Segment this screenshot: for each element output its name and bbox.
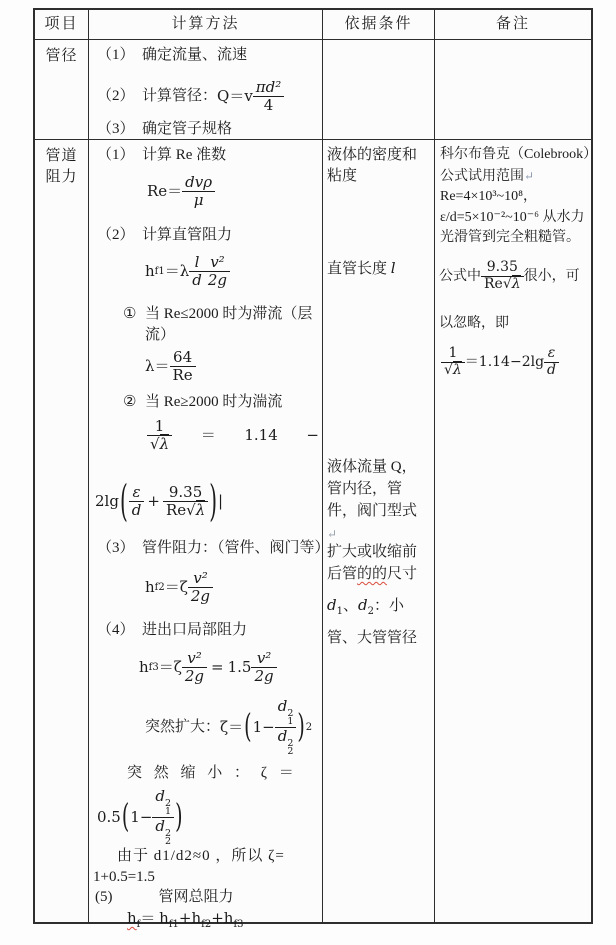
radicand: λ: [195, 500, 206, 519]
basis-diameters: [323, 592, 434, 652]
sqrt-sign: √: [150, 434, 160, 453]
header-notes: 备注: [495, 16, 530, 32]
sub-f2: f2: [201, 919, 212, 930]
basis-length: [323, 258, 434, 280]
re: Re: [484, 275, 503, 292]
case-1-text: 当 Re≤2000 时为滞流（层流）: [145, 306, 313, 343]
table-row-pipe-resistance: [35, 140, 598, 930]
step-3: （3） 确定管子规格: [97, 121, 233, 137]
step-2: [89, 73, 322, 119]
numerator: ε: [547, 344, 556, 361]
method-cell: [89, 140, 330, 930]
sqrt-sign: √: [444, 361, 453, 378]
sub-f: f: [136, 919, 141, 930]
hf1-eq-lambda: ＝λ: [164, 261, 190, 280]
denominator: Re: [170, 366, 196, 384]
basis-length-text: 直管长度: [327, 261, 388, 277]
d1: d: [327, 596, 337, 614]
note-negligible-line2: 以忽略，即: [439, 316, 509, 331]
numerator: 1: [154, 417, 165, 435]
because-line1: 由于 d1/d2≈0 ，所以 ζ=: [117, 848, 285, 864]
equals: ＝: [140, 909, 156, 927]
denominator: [152, 817, 174, 847]
formula-hf2: [89, 564, 322, 610]
d1-sub: 1: [336, 606, 343, 617]
denominator: d: [129, 501, 145, 519]
numerator: dvρ: [185, 172, 213, 191]
sub-1: 1: [165, 806, 172, 817]
radicand: λ: [511, 275, 521, 292]
formula-re: [89, 168, 322, 214]
table-row-pipe-diameter: [35, 40, 591, 140]
h: h: [223, 909, 234, 927]
length-variable: l: [390, 259, 396, 277]
item-cell: [35, 40, 89, 139]
formula-sudden-contract: [89, 788, 322, 846]
fraction-935-resqrtlam: [481, 260, 524, 292]
coef-05: 0.5: [97, 807, 121, 826]
one-minus: 1−: [252, 717, 275, 736]
basis-density: 液体的密度和粘度: [327, 147, 418, 184]
note-colebrook: [435, 145, 598, 249]
note-line-5: 光滑管到完全粗糙管。: [440, 230, 580, 245]
note-line-3: Re=4×10³~10⁸，: [440, 189, 537, 204]
step-5-text: 管网总阻力: [158, 889, 234, 905]
header-method: 计算方法: [89, 10, 323, 39]
plus: +: [147, 491, 160, 510]
left-paren: (: [119, 474, 128, 526]
note-negligible-line1: [439, 253, 587, 299]
formula-turbulent-line2: [89, 475, 322, 527]
expand-label: 突然扩大：: [145, 718, 221, 735]
denominator: 4: [253, 96, 284, 114]
numerator: ε: [132, 482, 141, 501]
numerator: 64: [173, 347, 193, 366]
lambda-lhs: λ＝: [145, 356, 170, 375]
denominator: 2g: [182, 667, 207, 685]
sup-2: 2: [165, 797, 172, 809]
note-simplified-formula: [435, 338, 591, 386]
fraction-d1sq-d2sq: [152, 788, 174, 847]
fraction-l-d: [189, 254, 205, 289]
numerator: l: [194, 252, 200, 271]
case-1: [89, 304, 322, 346]
notes-cell: [435, 140, 598, 922]
sub-1: 1: [287, 716, 294, 727]
equals: =: [211, 657, 224, 676]
right-paren: ): [297, 707, 305, 745]
formula-sudden-expand: [89, 698, 322, 756]
h: h: [159, 909, 169, 927]
note-line-2-text: 公式试用范围: [440, 168, 524, 184]
item-label-line2: 阻力: [45, 169, 78, 185]
sup-2: 2: [287, 707, 294, 719]
re-lhs: Re＝: [147, 181, 183, 200]
fraction-d1sq-d2sq: [275, 698, 297, 757]
sudden-contract-label: 突 然 缩 小 ： ζ ＝: [127, 765, 298, 781]
radicand: λ: [159, 434, 170, 453]
fraction-v2-2g: [251, 650, 276, 685]
denominator: [481, 276, 524, 293]
2lg: 2lg: [95, 491, 119, 510]
formula-total: [89, 908, 322, 935]
radicand: λ: [452, 361, 462, 378]
right-paren: ): [209, 474, 218, 526]
denominator: d: [544, 362, 559, 379]
notes-cell-empty: [435, 40, 591, 139]
re: Re: [165, 500, 187, 519]
fraction-dvrho-mu: [182, 174, 215, 209]
case-2-text: 当 Re≥2000 时为湍流: [145, 394, 283, 410]
note-formula-mid: ＝1.14−2lg: [464, 353, 545, 370]
formula-hf3: [89, 644, 322, 690]
step-4: （4） 进出口局部阻力: [97, 622, 248, 638]
hf3-sub: f3: [148, 661, 159, 673]
return-mark-icon: ↵: [327, 527, 338, 541]
denominator: [275, 727, 297, 757]
formula-hf1: [89, 248, 322, 294]
step-3: （3） 管件阻力：（管件、阀门等）: [97, 540, 330, 556]
formula-turbulent-line1: [89, 418, 322, 453]
sub-2: 2: [287, 746, 294, 757]
fraction-1-sqrtlam: [147, 418, 172, 453]
step-5-number: (5): [95, 889, 113, 905]
zeta-symbol: ζ＝: [220, 717, 244, 736]
basis-size-squiggle: 的的: [357, 566, 388, 582]
left-paren: (: [244, 707, 252, 745]
d2-sub: 2: [367, 606, 374, 617]
hf2-h: h: [145, 577, 155, 596]
hf2-sub: f2: [154, 581, 165, 593]
step-5: [89, 887, 322, 908]
sup-2: 2: [165, 827, 172, 839]
case-2: [89, 392, 322, 413]
numerator: 1: [448, 344, 458, 361]
fraction-v2-2g: [188, 570, 213, 605]
case-1-marker: ①: [123, 306, 137, 322]
d: d: [155, 786, 166, 805]
sub-f3: f3: [233, 919, 244, 930]
step-2: （2） 计算直管阻力: [97, 227, 233, 243]
outer-exponent: 2: [305, 721, 313, 733]
denominator: 2g: [251, 667, 276, 685]
denominator: 2g: [188, 587, 213, 605]
d: d: [277, 696, 288, 715]
because-line2: 1+0.5=1.5: [93, 869, 155, 885]
note-negligible: [435, 253, 591, 334]
method-cell: [89, 40, 323, 139]
numerator: [152, 788, 174, 817]
denominator: [441, 362, 465, 379]
step-1: （1） 计算 Re 准数: [97, 147, 227, 163]
sqrt-sign: √: [502, 275, 512, 292]
hf2-eq-zeta: ＝ζ: [164, 577, 188, 596]
numerator: v²: [256, 648, 272, 667]
minus: −: [306, 425, 319, 444]
numerator: v²: [187, 648, 202, 667]
right-paren: ): [175, 797, 183, 835]
basis-cell-empty: [323, 40, 435, 139]
value-114: 1.14: [244, 425, 278, 444]
denominator: d: [189, 271, 205, 289]
item-label: 管径: [45, 48, 78, 64]
plus: +: [211, 909, 224, 927]
case-2-marker: ②: [123, 394, 137, 410]
fraction-64-re: [170, 349, 196, 384]
d2: d: [358, 596, 368, 614]
note-line-1: 科尔布鲁克（Colebrook）: [440, 147, 598, 162]
item-cell: [35, 140, 89, 922]
basis-flow: 液体流量 Q，管内径，管件，阀门型式: [327, 459, 418, 519]
sqrt-sign: √: [186, 500, 196, 519]
numerator: [275, 698, 297, 727]
denominator: μ: [182, 191, 215, 209]
d: d: [277, 726, 288, 745]
hf1-h: h: [145, 261, 155, 280]
calc-table: [33, 8, 598, 930]
denominator: 2g: [205, 271, 230, 289]
sub-2: 2: [165, 836, 172, 847]
note-formula-pre: 公式中: [439, 268, 481, 284]
hf3-h: h: [139, 657, 149, 676]
d: d: [155, 816, 166, 835]
basis-cell: [323, 140, 435, 922]
h: h: [127, 909, 137, 927]
h: h: [191, 909, 202, 927]
hf3-eq-zeta: ＝ζ: [158, 657, 182, 676]
fraction-v2-2g: [205, 254, 230, 289]
hf1-sub: f1: [154, 265, 165, 277]
fraction-1-sqrtlam: [441, 346, 465, 378]
separator: 、: [342, 598, 358, 614]
fraction-eps-d: [544, 346, 559, 378]
numerator: πd²: [255, 77, 282, 96]
basis-diameters-text: ：小管、大管管径: [327, 598, 418, 646]
numerator: v²: [193, 568, 208, 587]
basis-size: [323, 541, 434, 585]
step-2-label: （2） 计算管径：: [97, 87, 218, 104]
return-mark-icon: ↵: [524, 168, 535, 183]
sub-f1: f1: [168, 919, 179, 930]
sup-2: 2: [287, 737, 294, 749]
note-line-2: [440, 166, 586, 188]
header-basis: 依据条件: [323, 10, 435, 39]
plus: +: [178, 909, 192, 927]
denominator: [163, 501, 208, 519]
header-item: 项目: [35, 10, 89, 39]
left-paren: (: [121, 797, 130, 835]
equals: ＝: [200, 425, 216, 444]
basis-size-post: 尺寸: [387, 566, 418, 582]
numerator: 9.35: [168, 482, 203, 501]
note-formula-post: 很小，可: [523, 268, 580, 284]
basis-size-pre: 扩大或收缩前后管: [327, 544, 418, 582]
numerator: v²: [210, 252, 225, 271]
one-minus: 1−: [130, 807, 153, 826]
fraction-eps-d: [129, 484, 145, 519]
fraction-pid2-4: [253, 79, 284, 114]
step-1: （1） 确定流量、流速: [97, 47, 248, 63]
note-line-4: ε/d=5×10⁻²~10⁻⁶ 从水力: [440, 209, 585, 225]
hf-with-squiggle: [127, 909, 141, 930]
fraction-935-resqrtlam: [163, 484, 208, 519]
fraction-v2-2g: [182, 650, 207, 685]
cursor-bar: |: [218, 491, 224, 510]
denominator: [147, 435, 172, 453]
item-label-line1: 管道: [45, 148, 78, 164]
numerator: 9.35: [486, 258, 518, 275]
table-header-row: [35, 10, 591, 40]
formula-lambda-64: [89, 343, 322, 389]
value-15: 1.5: [227, 657, 252, 676]
formula-q-lhs: Q＝v: [217, 86, 253, 105]
